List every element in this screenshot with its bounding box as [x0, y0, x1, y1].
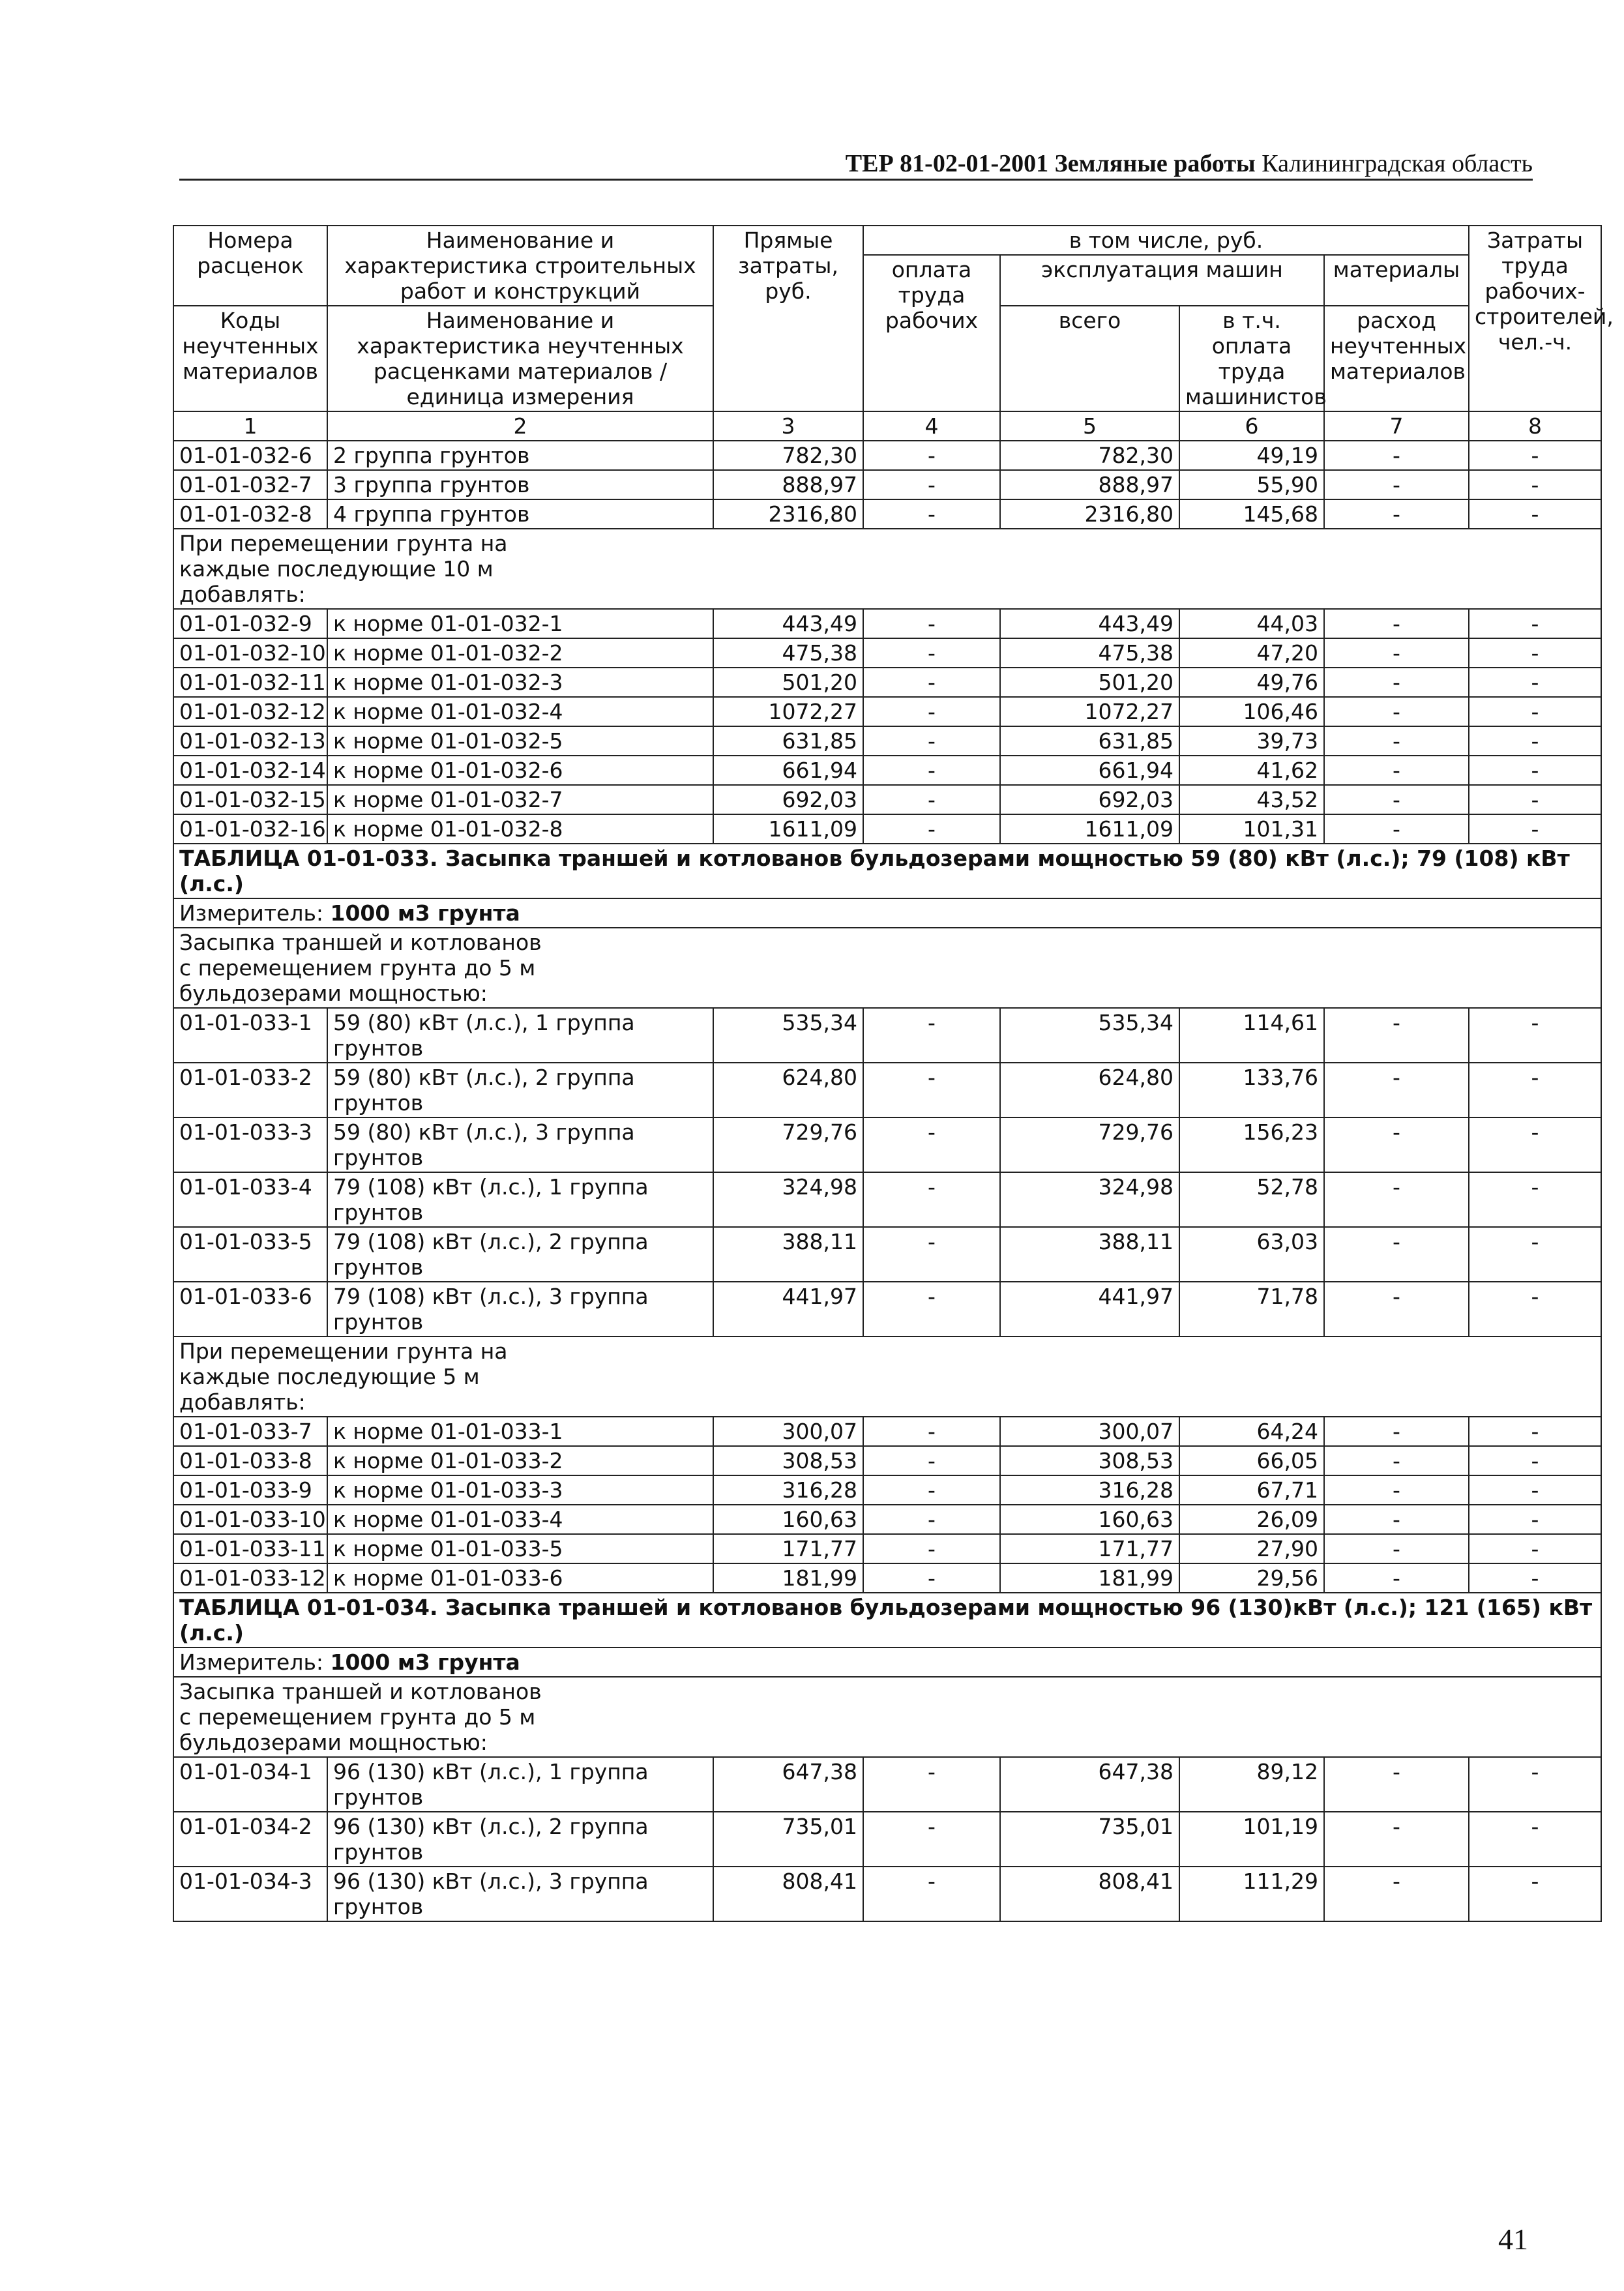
cell-operators: 49,76 [1179, 668, 1324, 697]
cell-hours: - [1469, 1008, 1601, 1063]
cell-hours: - [1469, 1505, 1601, 1534]
cell-direct: 729,76 [713, 1117, 863, 1172]
cell-name: к норме 01-01-032-2 [327, 638, 713, 668]
cell-name: к норме 01-01-033-5 [327, 1534, 713, 1563]
cell-operators: 145,68 [1179, 499, 1324, 529]
cell-materials: - [1324, 785, 1469, 814]
cell-operators: 49,19 [1179, 441, 1324, 470]
cell-direct: 171,77 [713, 1534, 863, 1563]
cell-code: 01-01-033-7 [173, 1417, 327, 1446]
column-number: 5 [1000, 411, 1179, 441]
cell-labor: - [863, 499, 1000, 529]
section-title: ТАБЛИЦА 01-01-034. Засыпка траншей и котлованов бульдозерами мощностью 96 (130)кВт (л.с.); 121 (165) кВт (л.с.) [173, 1593, 1601, 1648]
cell-materials: - [1324, 814, 1469, 844]
cell-code: 01-01-033-8 [173, 1446, 327, 1475]
col-materials-header: расход неучтенных материалов [1324, 306, 1469, 411]
cell-direct: 782,30 [713, 441, 863, 470]
table-row [173, 441, 1601, 470]
cell-direct: 647,38 [713, 1757, 863, 1812]
cell-machines: 443,49 [1000, 609, 1179, 638]
section-title-row [173, 844, 1601, 898]
cell-operators: 133,76 [1179, 1063, 1324, 1117]
table-row [173, 1757, 1601, 1812]
cell-name: 96 (130) кВт (л.с.), 2 группа грунтов [327, 1812, 713, 1867]
table-row [173, 785, 1601, 814]
cell-hours: - [1469, 756, 1601, 785]
cell-hours: - [1469, 638, 1601, 668]
cell-materials: - [1324, 470, 1469, 499]
cell-materials: - [1324, 668, 1469, 697]
cell-operators: 114,61 [1179, 1008, 1324, 1063]
cell-labor: - [863, 1008, 1000, 1063]
cell-materials: - [1324, 1475, 1469, 1505]
cell-operators: 47,20 [1179, 638, 1324, 668]
cell-labor: - [863, 1757, 1000, 1812]
intro-text: Засыпка траншей и котлованов с перемещением грунта до 5 м бульдозерами мощностью: [179, 930, 542, 1006]
cell-operators: 71,78 [1179, 1282, 1324, 1337]
cell-code: 01-01-032-8 [173, 499, 327, 529]
page-header [179, 149, 1533, 181]
cell-hours: - [1469, 499, 1601, 529]
cell-code: 01-01-032-15 [173, 785, 327, 814]
cell-code: 01-01-032-14 [173, 756, 327, 785]
cell-labor: - [863, 470, 1000, 499]
intro [173, 928, 1601, 1008]
table-row [173, 756, 1601, 785]
cell-code: 01-01-033-1 [173, 1008, 327, 1063]
cell-operators: 29,56 [1179, 1563, 1324, 1593]
cell-machines: 1072,27 [1000, 697, 1179, 726]
cell-machines: 647,38 [1000, 1757, 1179, 1812]
cell-direct: 388,11 [713, 1227, 863, 1282]
cell-hours: - [1469, 1446, 1601, 1475]
table-row [173, 668, 1601, 697]
cell-labor: - [863, 1417, 1000, 1446]
including-header: в том числе, руб. [863, 226, 1469, 255]
table-row [173, 470, 1601, 499]
cell-machines: 631,85 [1000, 726, 1179, 756]
cell-direct: 443,49 [713, 609, 863, 638]
column-number: 6 [1179, 411, 1324, 441]
table-row [173, 1117, 1601, 1172]
cell-direct: 2316,80 [713, 499, 863, 529]
machines-header: эксплуатация машин [1000, 255, 1324, 306]
cell-machines: 624,80 [1000, 1063, 1179, 1117]
cell-name: к норме 01-01-032-5 [327, 726, 713, 756]
table-row [173, 1867, 1601, 1921]
cell-name: 96 (130) кВт (л.с.), 3 группа грунтов [327, 1867, 713, 1921]
cell-labor: - [863, 756, 1000, 785]
cell-operators: 52,78 [1179, 1172, 1324, 1227]
table-row [173, 814, 1601, 844]
cell-operators: 111,29 [1179, 1867, 1324, 1921]
measure-unit [173, 1648, 1601, 1677]
materials-header: материалы [1324, 255, 1469, 306]
column-numbers-row [173, 411, 1601, 441]
table-row [173, 1172, 1601, 1227]
cell-labor: - [863, 1812, 1000, 1867]
cell-machines: 388,11 [1000, 1227, 1179, 1282]
cell-name: 79 (108) кВт (л.с.), 1 группа грунтов [327, 1172, 713, 1227]
cell-machines: 1611,09 [1000, 814, 1179, 844]
cell-machines: 808,41 [1000, 1867, 1179, 1921]
cell-machines: 324,98 [1000, 1172, 1179, 1227]
cell-code: 01-01-032-16 [173, 814, 327, 844]
cell-operators: 156,23 [1179, 1117, 1324, 1172]
cell-hours: - [1469, 441, 1601, 470]
section-title: ТАБЛИЦА 01-01-033. Засыпка траншей и котлованов бульдозерами мощностью 59 (80) кВт (л.с.); 79 (108) кВт (л.с.) [173, 844, 1601, 898]
cell-code: 01-01-032-11 [173, 668, 327, 697]
cell-hours: - [1469, 1534, 1601, 1563]
cell-code: 01-01-033-4 [173, 1172, 327, 1227]
table-row [173, 1417, 1601, 1446]
cell-direct: 441,97 [713, 1282, 863, 1337]
cell-direct: 501,20 [713, 668, 863, 697]
column-number: 7 [1324, 411, 1469, 441]
cell-name: 79 (108) кВт (л.с.), 3 группа грунтов [327, 1282, 713, 1337]
note-text: При перемещении грунта на каждые последующие 5 м добавлять: [179, 1338, 508, 1415]
cell-labor: - [863, 609, 1000, 638]
cell-direct: 808,41 [713, 1867, 863, 1921]
cell-machines: 782,30 [1000, 441, 1179, 470]
cell-operators: 27,90 [1179, 1534, 1324, 1563]
cell-code: 01-01-033-6 [173, 1282, 327, 1337]
cell-direct: 661,94 [713, 756, 863, 785]
cell-name: 96 (130) кВт (л.с.), 1 группа грунтов [327, 1757, 713, 1812]
table-row [173, 638, 1601, 668]
cell-name: 79 (108) кВт (л.с.), 2 группа грунтов [327, 1227, 713, 1282]
cell-machines: 160,63 [1000, 1505, 1179, 1534]
col-material-codes-header: Коды неучтенных материалов [173, 306, 327, 411]
cell-materials: - [1324, 1534, 1469, 1563]
cell-code: 01-01-032-9 [173, 609, 327, 638]
cell-materials: - [1324, 638, 1469, 668]
measure-row [173, 1648, 1601, 1677]
cell-code: 01-01-034-3 [173, 1867, 327, 1921]
cell-name: к норме 01-01-032-7 [327, 785, 713, 814]
col-codes-header: Номера расценок [173, 226, 327, 306]
cell-materials: - [1324, 441, 1469, 470]
cell-hours: - [1469, 1475, 1601, 1505]
cell-hours: - [1469, 726, 1601, 756]
cell-direct: 888,97 [713, 470, 863, 499]
col-name-header: Наименование и характеристика строительных работ и конструкций [327, 226, 713, 306]
table-row [173, 609, 1601, 638]
cell-name: к норме 01-01-032-1 [327, 609, 713, 638]
table-row [173, 1227, 1601, 1282]
intro-row [173, 1677, 1601, 1757]
measure-label: Измеритель: [179, 900, 331, 926]
cell-operators: 106,46 [1179, 697, 1324, 726]
cell-labor: - [863, 1534, 1000, 1563]
intro [173, 1677, 1601, 1757]
cell-code: 01-01-033-11 [173, 1534, 327, 1563]
cell-name: к норме 01-01-033-1 [327, 1417, 713, 1446]
cell-code: 01-01-032-6 [173, 441, 327, 470]
cell-name: 59 (80) кВт (л.с.), 3 группа грунтов [327, 1117, 713, 1172]
cell-operators: 101,19 [1179, 1812, 1324, 1867]
cell-hours: - [1469, 470, 1601, 499]
cell-machines: 316,28 [1000, 1475, 1179, 1505]
cell-operators: 41,62 [1179, 756, 1324, 785]
cell-labor: - [863, 1505, 1000, 1534]
cell-operators: 55,90 [1179, 470, 1324, 499]
cell-machines: 308,53 [1000, 1446, 1179, 1475]
cell-hours: - [1469, 1867, 1601, 1921]
cell-direct: 300,07 [713, 1417, 863, 1446]
column-number: 1 [173, 411, 327, 441]
table-row [173, 1505, 1601, 1534]
table-row [173, 499, 1601, 529]
cell-labor: - [863, 1117, 1000, 1172]
cell-code: 01-01-033-2 [173, 1063, 327, 1117]
cell-machines: 300,07 [1000, 1417, 1179, 1446]
cell-name: к норме 01-01-032-6 [327, 756, 713, 785]
note-row [173, 529, 1601, 609]
column-number: 2 [327, 411, 713, 441]
cell-hours: - [1469, 1172, 1601, 1227]
table-row [173, 1063, 1601, 1117]
table-row [173, 726, 1601, 756]
cell-materials: - [1324, 1063, 1469, 1117]
cell-machines: 692,03 [1000, 785, 1179, 814]
cell-machines: 535,34 [1000, 1008, 1179, 1063]
cell-materials: - [1324, 756, 1469, 785]
cell-machines: 181,99 [1000, 1563, 1179, 1593]
cell-code: 01-01-033-5 [173, 1227, 327, 1282]
note [173, 529, 1601, 609]
cell-materials: - [1324, 1505, 1469, 1534]
header-row-1 [173, 226, 1601, 255]
cell-machines: 2316,80 [1000, 499, 1179, 529]
cell-direct: 324,98 [713, 1172, 863, 1227]
cell-hours: - [1469, 814, 1601, 844]
cell-materials: - [1324, 609, 1469, 638]
cell-materials: - [1324, 1282, 1469, 1337]
cell-hours: - [1469, 1227, 1601, 1282]
header-code: ТЕР 81-02-01-2001 [845, 150, 1049, 177]
header-region: Калининградская область [1262, 150, 1533, 177]
cell-materials: - [1324, 1227, 1469, 1282]
cell-direct: 475,38 [713, 638, 863, 668]
cell-labor: - [863, 1563, 1000, 1593]
page-number: 41 [1498, 2223, 1528, 2256]
cell-materials: - [1324, 1117, 1469, 1172]
cell-machines: 888,97 [1000, 470, 1179, 499]
cell-hours: - [1469, 1812, 1601, 1867]
cell-labor: - [863, 1446, 1000, 1475]
cell-name: 2 группа грунтов [327, 441, 713, 470]
cell-direct: 160,63 [713, 1505, 863, 1534]
cell-labor: - [863, 1063, 1000, 1117]
cell-operators: 63,03 [1179, 1227, 1324, 1282]
cell-code: 01-01-032-10 [173, 638, 327, 668]
cell-name: 4 группа грунтов [327, 499, 713, 529]
intro-row [173, 928, 1601, 1008]
cell-labor: - [863, 1475, 1000, 1505]
cell-labor: - [863, 1867, 1000, 1921]
cell-materials: - [1324, 1757, 1469, 1812]
cell-materials: - [1324, 1563, 1469, 1593]
cell-labor: - [863, 785, 1000, 814]
col-hours-header: Затраты труда рабочих-строителей, чел.-ч. [1469, 226, 1601, 411]
cell-operators: 44,03 [1179, 609, 1324, 638]
cell-code: 01-01-033-9 [173, 1475, 327, 1505]
note-row [173, 1337, 1601, 1417]
measure-unit [173, 898, 1601, 928]
cell-name: 3 группа грунтов [327, 470, 713, 499]
column-number: 4 [863, 411, 1000, 441]
cell-name: к норме 01-01-032-8 [327, 814, 713, 844]
column-number: 8 [1469, 411, 1601, 441]
cell-direct: 535,34 [713, 1008, 863, 1063]
measure-row [173, 898, 1601, 928]
cell-materials: - [1324, 1417, 1469, 1446]
cell-hours: - [1469, 609, 1601, 638]
cell-direct: 692,03 [713, 785, 863, 814]
col-labor-header: оплата труда рабочих [863, 255, 1000, 411]
cell-materials: - [1324, 697, 1469, 726]
cell-hours: - [1469, 1063, 1601, 1117]
cell-operators: 67,71 [1179, 1475, 1324, 1505]
cell-materials: - [1324, 499, 1469, 529]
measure-value: 1000 м3 грунта [330, 1649, 520, 1675]
cell-hours: - [1469, 697, 1601, 726]
cell-machines: 475,38 [1000, 638, 1179, 668]
cell-direct: 1072,27 [713, 697, 863, 726]
cell-labor: - [863, 1172, 1000, 1227]
note [173, 1337, 1601, 1417]
measure-value: 1000 м3 грунта [330, 900, 520, 926]
cell-name: к норме 01-01-033-4 [327, 1505, 713, 1534]
cell-direct: 624,80 [713, 1063, 863, 1117]
cell-operators: 66,05 [1179, 1446, 1324, 1475]
cell-hours: - [1469, 785, 1601, 814]
table-row [173, 1563, 1601, 1593]
cell-name: к норме 01-01-033-2 [327, 1446, 713, 1475]
cell-name: к норме 01-01-033-6 [327, 1563, 713, 1593]
cell-hours: - [1469, 1282, 1601, 1337]
cell-name: к норме 01-01-033-3 [327, 1475, 713, 1505]
cell-machines: 661,94 [1000, 756, 1179, 785]
cell-name: к норме 01-01-032-4 [327, 697, 713, 726]
cell-hours: - [1469, 1117, 1601, 1172]
cell-code: 01-01-033-3 [173, 1117, 327, 1172]
cell-labor: - [863, 638, 1000, 668]
cell-operators: 89,12 [1179, 1757, 1324, 1812]
table-row [173, 1008, 1601, 1063]
cell-materials: - [1324, 1172, 1469, 1227]
rates-table [173, 225, 1614, 1922]
cell-code: 01-01-034-2 [173, 1812, 327, 1867]
header-section: Земляные работы [1054, 150, 1256, 177]
cell-labor: - [863, 814, 1000, 844]
cell-hours: - [1469, 1417, 1601, 1446]
cell-operators: 101,31 [1179, 814, 1324, 844]
cell-direct: 631,85 [713, 726, 863, 756]
cell-machines: 729,76 [1000, 1117, 1179, 1172]
cell-direct: 308,53 [713, 1446, 863, 1475]
col-material-name-header: Наименование и характеристика неучтенных расценками материалов / единица измерения [327, 306, 713, 411]
cell-direct: 181,99 [713, 1563, 863, 1593]
cell-hours: - [1469, 1757, 1601, 1812]
section-title-row [173, 1593, 1601, 1648]
intro-text: Засыпка траншей и котлованов с перемещением грунта до 5 м бульдозерами мощностью: [179, 1679, 542, 1755]
cell-code: 01-01-032-13 [173, 726, 327, 756]
table-row [173, 1534, 1601, 1563]
cell-materials: - [1324, 1867, 1469, 1921]
cell-name: 59 (80) кВт (л.с.), 1 группа грунтов [327, 1008, 713, 1063]
col-direct-header: Прямые затраты, руб. [713, 226, 863, 411]
cell-direct: 316,28 [713, 1475, 863, 1505]
cell-materials: - [1324, 1008, 1469, 1063]
cell-name: к норме 01-01-032-3 [327, 668, 713, 697]
table-row [173, 1446, 1601, 1475]
cell-code: 01-01-032-7 [173, 470, 327, 499]
cell-materials: - [1324, 1446, 1469, 1475]
cell-code: 01-01-033-10 [173, 1505, 327, 1534]
cell-materials: - [1324, 1812, 1469, 1867]
cell-labor: - [863, 441, 1000, 470]
cell-machines: 441,97 [1000, 1282, 1179, 1337]
measure-label: Измеритель: [179, 1649, 331, 1675]
cell-materials: - [1324, 726, 1469, 756]
cell-code: 01-01-034-1 [173, 1757, 327, 1812]
cell-direct: 1611,09 [713, 814, 863, 844]
table-row [173, 697, 1601, 726]
cell-labor: - [863, 1282, 1000, 1337]
cell-operators: 64,24 [1179, 1417, 1324, 1446]
cell-labor: - [863, 668, 1000, 697]
column-number: 3 [713, 411, 863, 441]
cell-labor: - [863, 1227, 1000, 1282]
cell-machines: 735,01 [1000, 1812, 1179, 1867]
cell-labor: - [863, 726, 1000, 756]
cell-machines: 501,20 [1000, 668, 1179, 697]
cell-direct: 735,01 [713, 1812, 863, 1867]
cell-name: 59 (80) кВт (л.с.), 2 группа грунтов [327, 1063, 713, 1117]
table-row [173, 1475, 1601, 1505]
cell-operators: 43,52 [1179, 785, 1324, 814]
table-row [173, 1282, 1601, 1337]
col-operators-header: в т.ч. оплата труда машинистов [1179, 306, 1324, 411]
cell-operators: 26,09 [1179, 1505, 1324, 1534]
cell-hours: - [1469, 1563, 1601, 1593]
col-machines-total-header: всего [1000, 306, 1179, 411]
cell-operators: 39,73 [1179, 726, 1324, 756]
note-text: При перемещении грунта на каждые последующие 10 м добавлять: [179, 531, 508, 607]
cell-labor: - [863, 697, 1000, 726]
cell-code: 01-01-032-12 [173, 697, 327, 726]
cell-machines: 171,77 [1000, 1534, 1179, 1563]
cell-hours: - [1469, 668, 1601, 697]
cell-code: 01-01-033-12 [173, 1563, 327, 1593]
table-row [173, 1812, 1601, 1867]
